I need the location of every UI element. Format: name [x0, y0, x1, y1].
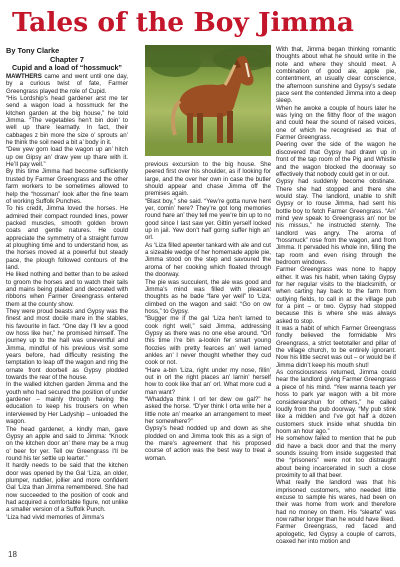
paragraph: With that, Jimma began thinking romantic thoughts about what he should write in the note and where they should meet. A combination of good ale, apple pie, contentment, an usually clear conscience, the afternoon sunshine and Gypsy’s sedate pace sent the contended Jimma into a deep sleep. [276, 46, 396, 105]
paragraph: What really the landlord was that his imprisoned customers, who needed little excuse to sample his wares, had been on their was home from work and therefore had no money on them. His “slearte” was now rather longer than he would have liked. [276, 479, 396, 523]
paragraph: He liked nothing and better than to be asked to groom the horses and to watch their tails and mains being plaited and decorated with ribbons when Farmer Greengrass entered them at the county show. [6, 271, 128, 308]
column-3 [276, 46, 396, 546]
column-1 [6, 46, 128, 546]
drop-word: MAWTHERS [6, 73, 42, 80]
paragraph: previous excursion to the big house. She peered first over his shoulder, as if looking for large, and the over her own in case the butler should appear and chase Jimma off the premises again. [145, 161, 271, 198]
paragraph: As ‘Liza filled apewter tankard with ale and cut a sizeable wedge of her homemade apple pie, Jimma stood on the step and savoured the aroma of her cooking which floated through the doorway. [145, 241, 271, 279]
paragraph: In the walled kitchen garden Jimma and the youth who had secured the position of under gardener – mainly through having the education to keep his trousers on when interviewed by Her Ladyship – unloaded the wagon. [6, 381, 128, 426]
paragraph: “Dew yew gorn load the wagon up an’ hitch up ow Gipsy an’ draw yew up thare with it. He’ll pay well.” [6, 146, 128, 169]
paragraph: It hardly needs to be said that the kitchen door was opened by the Gal ‘Liza, an older, plumper, ruddier, jollier and more confident Gal ‘Liza than Jimma remembered. She had now succeeded to the position of cook and had acquired a comfortable figure, not unlike a smaller version of a Suffolk Punch. [6, 462, 128, 514]
paragraph: It was a habit of which Farmer Greengrass fondly believed the formidable Mrs Greengrass, a strict teetotaller and pillar of the village church, to be entirely ignorant. Now his little secret was out – or would be if Jimma didn’t keep his mouth shut! [276, 325, 396, 369]
paragraph: Gypsy’s head nodded up and down as she plodded on and Jimma took this as a sign of the mare’s agreement that his proposed course of action was the best way to treat a woman. [145, 425, 271, 462]
paragraph: “Blast boy,” she said. “Yew’re gotta nurve hent yer, comin’ here? They’re got long memories round hare an’ they tell me yew’re bin up to no good since I last saw yer. Gittin yerself locked up in jail. Yew don’t half gorng suffer high an’ orl. [145, 197, 271, 242]
headline: Tales of the Boy Jimma [12, 7, 354, 38]
chapter-subtitle: Cupid and a load of “hossmuck” [12, 64, 122, 72]
paragraph: “Bugger me if the gal ‘Liza hen’t larned to cook right well,” said Jimma, addressing Gypsy as there was no one else around. “Orl this time I’re bin a-lookin fer smart young floozies with pretty fearces an’ well larned ankles an’ I never thought whether they cud cook or not. [145, 315, 271, 367]
paragraph: Peering over the side of the wagon he discovered that Gypsy had drawn up in front of the tap room of the Pig and Whistle and the wagon blocked the doorway so effectively that nobody could get in or out. [276, 141, 396, 178]
paragraph: They were proud beasts and Gypsy was the finest and most docile mare in the stables, his favourite in fact. “One day I’ll lev a good ow hoss like her,” he promised himself. The journey up to the hall was uneventful and Jimma, mindful of his previous visit some years before, had difficulty resisting the temptation to leap off the wagon and ring the ornate front doorbell as Gypsy plodded towards the rear of the house. [6, 308, 128, 382]
paragraph: Farmer Greengrass, red faced and apologetic, fed Gypsy a couple of carrots, coaxed her into motion and [276, 523, 396, 546]
paragraph: By this time Jimma had become sufficiently trusted by Farmer Greengrass and the other farm workers to be sometimes allowed to help the “hossman” look after the fine team of working Suffolk Punches. [6, 168, 128, 205]
page-number: 18 [8, 550, 17, 559]
paragraph: When he awoke a couple of hours later he was lying on the filthy floor of the wagon and could hear the sound of raised voices, one of which he recognised as that of Farmer Greengrass. [276, 104, 396, 142]
column-2 [145, 161, 271, 546]
paragraph: The head gardener, a kindly man, gave Gypsy an apple and said to Jimma: “Knock on the kitchen door an’ there may be a mug o’ beer for yer. Tell ow Greengrass I’ll be round his ter settle up learter.” [6, 425, 128, 462]
paragraph: ‘Liza had vivid memories of Jimma’s [6, 513, 105, 521]
horse-photo [145, 45, 271, 156]
chapter-heading: Chapter 7 [49, 55, 85, 64]
paragraph: He somehow failed to mention that he pub did have a back door and that the merry sounds issuing from inside suggested that the “prisoners” were not too distraught about being incarcerated in such a close proximity to all that beer. [276, 435, 396, 479]
paragraph: The pie was succulent, the ale was good and Jimma’s mind was filled with pleasant thoughts as he bade “fare yer well” to ‘Liza, climbed on the wagon and said: “Go on ow hoss,” to Gypsy. [145, 278, 271, 315]
paragraph-text: came and went until one day, by a curious twist of fate, Farmer Greengrass played the role of Cupid. [6, 73, 128, 95]
horse-photo-icon [145, 45, 271, 156]
paragraph: To his credit, Jimma loved the horses. He admired their compact rounded lines, power packed muscles, smooth golden brown coats and gentle natures. He could appreciate the symmetry of a straight furrow at ploughing time and to understand how, as the horses moved at a powerful but steady pace, the plough followed contours of the land. [6, 205, 128, 271]
paragraph [6, 73, 128, 95]
paragraph: As consciousness returned, Jimma could hear the landlord giving Farmer Greengrass a piece of his mind. “Yew wanna teach yer hoss to park yar wagon with a bit more considerearshun for others,” he called loudly from the pub doorway. “My pub stink like a midden and I’ve got half a dozen customers stuck inside what shudda bin hoom an hour ago.” [276, 369, 396, 435]
paragraph: “Whaddya think I orl ter dew ow gal?” he asked the horse. “D’yer think I orta write her a little note an’ mearke an arrangement to meet her somewhere?” [145, 396, 271, 426]
paragraph: Farmer Greengrass was none to happy either. It was his habit, when taking Gypsy for her regular visits to the blacksmith, or when carting hay back to the farm from outlying fields, to call in at the village pub for a pint – or two. Gypsy had stopped because this is where she was always asked to stop. [276, 266, 396, 325]
byline: By Tony Clarke [6, 46, 60, 55]
paragraph: “His Lordship’s head gardener arst me ter send a wagon load a hossmuck fer the kitchen garden at the big house,” he told Jimma. “The vegetables hen’t bin doin’ to well up thare learnatly. In fact, their cabbages z bin more the size o’ sprouts an’ he think the soil need a bit a’ body in it. [6, 95, 128, 147]
paragraph: Gypsy had suddenly become obstinate. There she had stopped and there she would stay. The landlord, unable to shift Gypsy or to rouse Jimma, had sent his bottle boy to fetch Farmer Greengrass. “An’ mind yew speak to Greengrass an’ nor be his missus,” he instructed sternly. The landlord was angry. The aroma of “hossmuck” rose from the wagon, and from Jimma. It pervaded his whole inn, filling the tap room and even rising through the bedroom windows. [276, 178, 396, 266]
paragraph: “Hare a-bin ‘Liza, right under my nose, fillin’ out in orl the right places an’ larnin’ herself how to cook like that an’ orl. What more cud a man want? [145, 366, 271, 396]
